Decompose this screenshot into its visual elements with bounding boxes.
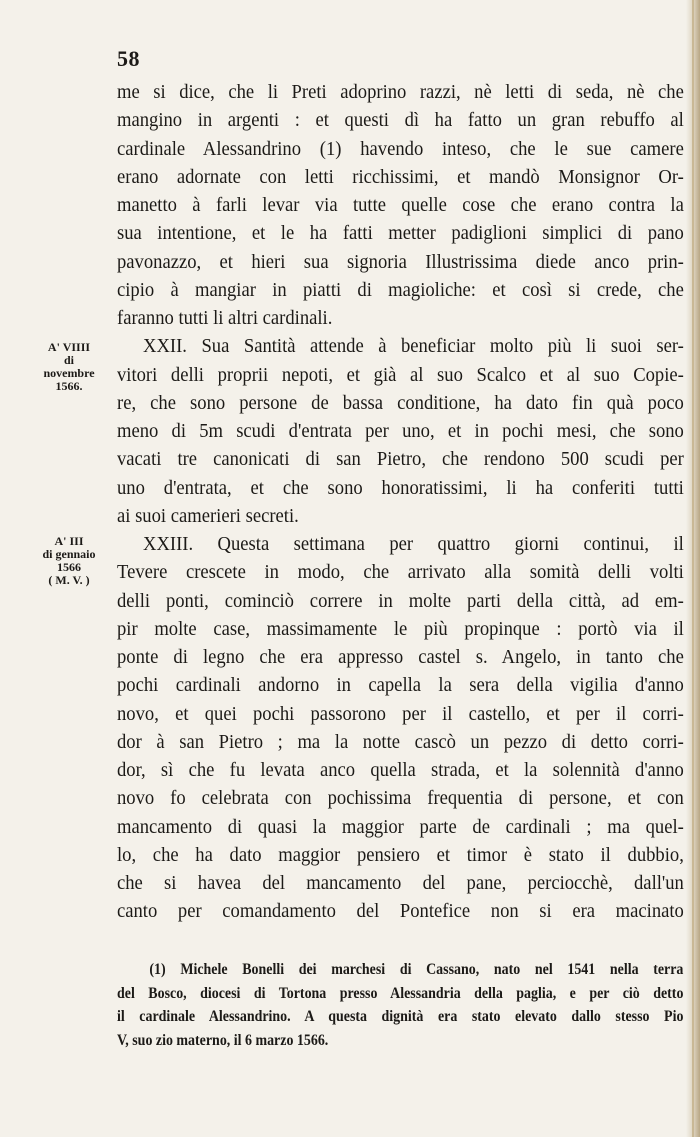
body-line: cipio à mangiar in piatti di magioliche: et così si crede, che	[117, 278, 684, 301]
margin-note-line: di gennaio	[42, 547, 96, 561]
footnote-line: V, suo zio materno, il 6 marzo 1566.	[117, 1031, 329, 1049]
body-line: faranno tutti li altri cardinali.	[117, 307, 333, 329]
body-line: sua intentione, et le ha fatti metter padiglioni simplici di pano	[117, 222, 684, 245]
body-line: uno d'entrata, et che sono honoratissimi, li ha conferiti tutti	[117, 476, 684, 499]
body-line: mancamento di quasi la maggior parte de cardinali ; ma quel-	[117, 815, 684, 838]
body-line: dor à san Pietro ; ma la notte cascò un pezzo di detto corri-	[117, 730, 684, 753]
page-number: 58	[117, 46, 140, 71]
body-line: vitori delli proprii nepoti, et già al suo Scalco et al suo Copie-	[117, 363, 684, 386]
body-line: pochi cardinali andorno in capella la sera della vigilia d'anno	[117, 674, 684, 697]
body-line: novo fo celebrata con pochissima frequentia di persone, et con	[117, 787, 684, 810]
body-line: dor, sì che fu levata anco quella strada, et la solennità d'anno	[117, 759, 684, 781]
margin-note-line: 1566.	[55, 379, 83, 393]
body-line: erano adornate con letti ricchissimi, et mandò Monsignor Or-	[117, 165, 684, 188]
body-line: vacati tre canonicati di san Pietro, che rendono 500 scudi per	[117, 448, 684, 471]
body-line: me si dice, che li Preti adoprino razzi, nè letti di seda, nè che	[117, 81, 684, 103]
main-text	[117, 78, 684, 926]
page-edge-line	[692, 0, 694, 1137]
body-line: cardinale Alessandrino (1) havendo inteso, che le sue camere	[117, 137, 684, 160]
margin-note-line: 1566	[57, 560, 81, 574]
body-line: pavonazzo, et hieri sua signoria Illustrissima diede anco prin-	[117, 250, 684, 273]
paragraph-xxiii-start: XXIII. Questa settimana per quattro giorni continui, il	[143, 533, 684, 555]
footnote-line: il cardinale Alessandrino. A questa dignità era stato elevato dallo stesso Pio	[117, 1008, 684, 1025]
margin-note-date-january	[30, 535, 108, 587]
body-line: re, che sono persone de bassa conditione, ha dato fin quà poco	[117, 391, 684, 414]
body-line: che si havea del mancamento del pane, perciocchè, dall'un	[117, 872, 684, 894]
paragraph-xxii-start: XXII. Sua Santità attende à beneficiar molto più li suoi ser-	[143, 335, 684, 358]
body-line: manetto à farli levar via tutte quelle cose che erano contra la	[117, 194, 684, 216]
body-line: ai suoi camerieri secreti.	[117, 504, 299, 527]
body-line: delli ponti, cominciò correre in molte parti della città, ad em-	[117, 589, 684, 612]
margin-note-line: novembre	[43, 366, 95, 380]
margin-note-line: A' III	[54, 534, 84, 548]
body-line: lo, che ha dato maggior pensiero et timor è stato il dubbio,	[117, 843, 684, 866]
footnote-line: (1) Michele Bonelli dei marchesi di Cassano, nato nel 1541 nella terra	[149, 961, 684, 978]
body-line: mangino in argenti : et questi dì ha fatto un gran rebuffo al	[117, 109, 684, 132]
footnote-line: del Bosco, diocesi di Tortona presso Alessandria della paglia, e per ciò detto	[117, 984, 684, 1002]
margin-note-line: ( M. V. )	[48, 573, 90, 587]
body-line: canto per comandamento del Pontefice non si era macinato	[117, 900, 684, 923]
margin-note-line: A' VIIII	[47, 340, 91, 354]
footnotes	[117, 958, 684, 1052]
body-line: novo, et quei pochi passorono per il castello, et per il corri-	[117, 702, 684, 725]
margin-note-line: di	[63, 353, 74, 367]
body-line: pir molte case, massimamente le più propinque : portò via il	[117, 617, 684, 640]
body-line: ponte di legno che era appresso castel s. Angelo, in tanto che	[117, 646, 684, 668]
margin-note-date-november	[30, 341, 108, 393]
body-line: Tevere crescete in modo, che arrivato alla somità delli volti	[117, 561, 684, 584]
body-line: meno di 5m scudi d'entrata per uno, et in pochi mesi, che sono	[117, 420, 684, 442]
